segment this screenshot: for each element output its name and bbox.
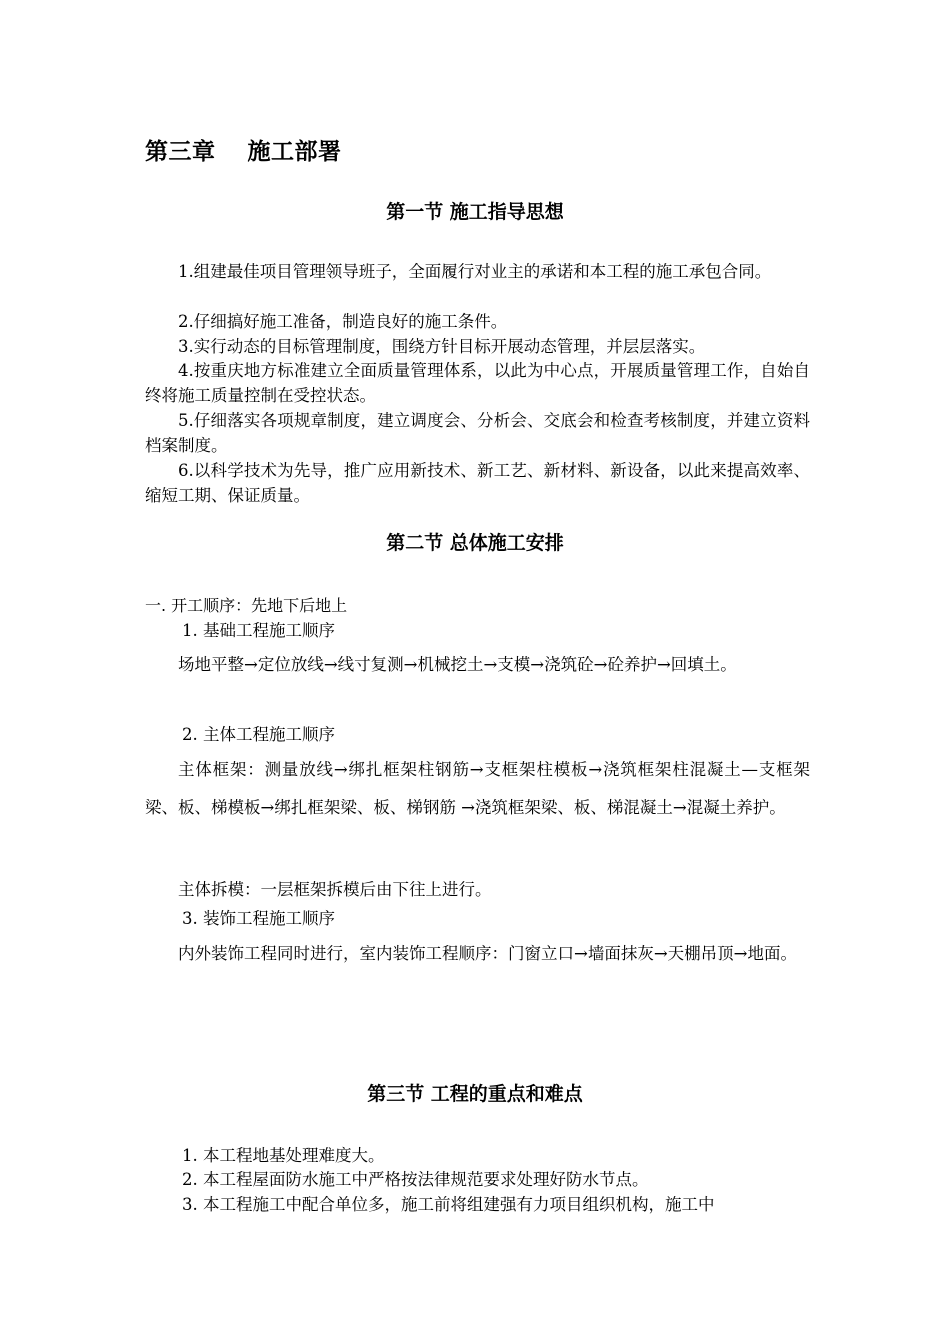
main-demold-text: 主体拆模：一层框架拆模后由下往上进行。	[178, 880, 492, 899]
decoration-sequence: 内外装饰工程同时进行，室内装饰工程顺序：门窗立口→墙面抹灰→天棚吊顶→地面。	[178, 944, 797, 963]
decoration-heading: 3. 装饰工程施工顺序	[182, 909, 335, 928]
start-order-subheading: 一. 开工顺序：先地下后地上	[145, 596, 348, 615]
section-1-item: 2.仔细搞好施工准备，制造良好的施工条件。	[178, 312, 508, 331]
foundation-sequence: 场地平整→定位放线→线寸复测→机械挖土→支模→浇筑砼→砼养护→回填土。	[178, 655, 737, 674]
section-1-item: 3.实行动态的目标管理制度，围绕方针目标开展动态管理，并层层落实。	[178, 337, 706, 356]
chapter-title: 第三章 施工部署	[145, 139, 342, 165]
section-3-title: 第三节 工程的重点和难点	[367, 1083, 583, 1105]
section-3-item: 2. 本工程屋面防水施工中严格按法律规范要求处理好防水节点。	[182, 1170, 649, 1189]
foundation-heading: 1. 基础工程施工顺序	[182, 621, 335, 640]
section-1-item: 5.仔细落实各项规章制度，建立调度会、分析会、交底会和检查考核制度，并建立资料档案制度。	[145, 411, 810, 455]
section-1-title: 第一节 施工指导思想	[386, 201, 564, 223]
section-1-item: 1.组建最佳项目管理领导班子，全面履行对业主的承诺和本工程的施工承包合同。	[178, 262, 772, 281]
main-frame-sequence: 主体框架：测量放线→绑扎框架柱钢筋→支框架柱模板→浇筑框架柱混凝土—支框架梁、板、梯模板→绑扎框架梁、板、梯钢筋 →浇筑框架梁、板、梯混凝土→混凝土养护。	[145, 760, 810, 817]
main-structure-heading: 2. 主体工程施工顺序	[182, 725, 335, 744]
section-3-item: 3. 本工程施工中配合单位多，施工前将组建强有力项目组织机构，施工中	[182, 1195, 715, 1214]
section-3-item: 1. 本工程地基处理难度大。	[182, 1146, 385, 1165]
section-2-title: 第二节 总体施工安排	[386, 532, 564, 554]
section-1-item: 4.按重庆地方标准建立全面质量管理体系，以此为中心点，开展质量管理工作，自始自终将施工质量控制在受控状态。	[145, 361, 810, 405]
section-1-item: 6.以科学技术为先导，推广应用新技术、新工艺、新材料、新设备，以此来提高效率、缩短工期、保证质量。	[145, 461, 810, 505]
